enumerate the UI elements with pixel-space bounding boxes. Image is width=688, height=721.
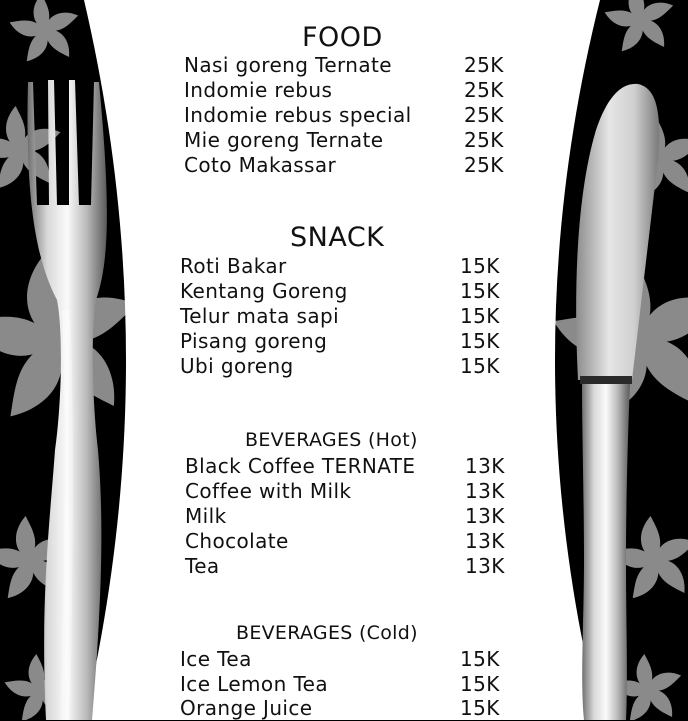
item-price: 25K (464, 53, 504, 77)
item-name: Indomie rebus (184, 78, 333, 102)
section-title: BEVERAGES (Hot) (245, 429, 418, 451)
item-name: Kentang Goreng (180, 279, 348, 303)
section-title: SNACK (290, 222, 385, 253)
item-price: 13K (465, 504, 505, 528)
item-name: Orange Juice (180, 696, 313, 720)
item-name: Chocolate (185, 529, 289, 553)
item-price: 25K (464, 128, 504, 152)
item-price: 15K (460, 672, 500, 696)
item-name: Mie goreng Ternate (184, 128, 384, 152)
item-price: 25K (464, 103, 504, 127)
item-price: 15K (460, 329, 500, 353)
item-price: 15K (460, 279, 500, 303)
item-price: 13K (465, 554, 505, 578)
item-name: Pisang goreng (180, 329, 328, 353)
item-name: Black Coffee TERNATE (185, 454, 416, 478)
item-price: 15K (460, 696, 500, 720)
item-price: 25K (464, 78, 504, 102)
item-name: Tea (185, 554, 220, 578)
item-name: Milk (185, 504, 227, 528)
item-price: 15K (460, 304, 500, 328)
item-price: 13K (465, 479, 505, 503)
item-name: Indomie rebus special (184, 103, 412, 127)
item-price: 15K (460, 254, 500, 278)
item-name: Nasi goreng Ternate (184, 53, 392, 77)
item-name: Telur mata sapi (180, 304, 340, 328)
item-price: 15K (460, 647, 500, 671)
item-name: Roti Bakar (180, 254, 287, 278)
item-name: Ice Lemon Tea (180, 672, 328, 696)
item-price: 13K (465, 454, 505, 478)
item-name: Ubi goreng (180, 354, 294, 378)
item-price: 25K (464, 153, 504, 177)
item-name: Coto Makassar (184, 153, 337, 177)
item-name: Ice Tea (180, 647, 252, 671)
item-price: 13K (465, 529, 505, 553)
item-name: Coffee with Milk (185, 479, 352, 503)
section-title: FOOD (302, 22, 383, 53)
item-price: 15K (460, 354, 500, 378)
section-title: BEVERAGES (Cold) (236, 622, 418, 644)
